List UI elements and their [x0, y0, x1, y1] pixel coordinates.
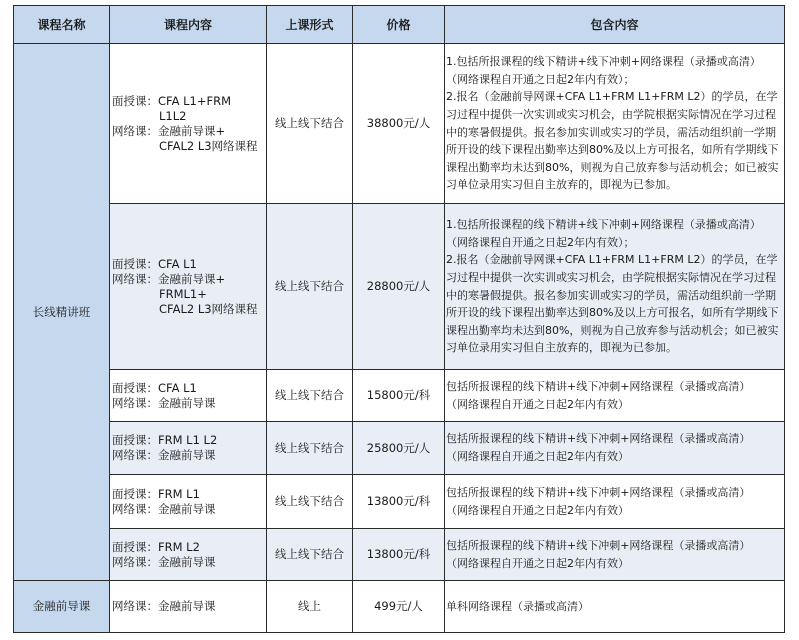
table-row	[14, 529, 785, 581]
class-mode-cell: 线上	[267, 581, 353, 633]
course-content-cell: 面授课：FRM L1 网络课：金融前导课	[110, 475, 267, 529]
includes-cell: 包括所报课程的线下精讲+线下冲刺+网络课程（录播或高清） （网络课程自开通之日起2年内有效）	[445, 475, 785, 529]
price-cell: 499元/人	[353, 581, 445, 633]
course-content-cell: 面授课：CFA L1 网络课：金融前导课	[110, 370, 267, 422]
includes-cell: 1.包括所报课程的线下精讲+线下冲刺+网络课程（录播或高清） （网络课程自开通之日起2年内有效）； 2.报名（金融前导网课+CFA L1+FRM L1+FRM L2）的学员，在学 习过程中提供一次实训或实习机会，由学院根据实际情况在学习过程 中的寒暑假提供。报名参加实训或实习的学员，需活动组织前一学期 所开设的线下课程出勤率达到80%及以上方可报名，如所有学期线下 课程出勤率均未达到80%，则视为自己放弃参与活动机会；如已被实 习单位录用实习但自主放弃的，即视为已参加。	[445, 204, 785, 370]
header-row	[14, 6, 785, 44]
group-name-intro-course: 金融前导课	[14, 581, 110, 633]
includes-cell: 包括所报课程的线下精讲+线下冲刺+网络课程（录播或高清） （网络课程自开通之日起2年内有效）	[445, 422, 785, 475]
table-row	[14, 475, 785, 529]
class-mode-cell: 线上线下结合	[267, 370, 353, 422]
includes-cell: 1.包括所报课程的线下精讲+线下冲刺+网络课程（录播或高清） （网络课程自开通之日起2年内有效）； 2.报名（金融前导网课+CFA L1+FRM L1+FRM L2）的学员，在学 习过程中提供一次实训或实习机会，由学院根据实际情况在学习过程 中的寒暑假提供。报名参加实训或实习的学员，需活动组织前一学期 所开设的线下课程出勤率达到80%及以上方可报名，如所有学期线下 课程出勤率均未达到80%，则视为自己放弃参与活动机会；如已被实 习单位录用实习但自主放弃的，即视为已参加。	[445, 44, 785, 204]
course-content-cell: 面授课：CFA L1 网络课：金融前导课+ FRML1+ CFAL2 L3网络课程	[110, 204, 267, 370]
header-course-content: 课程内容	[110, 6, 267, 44]
includes-cell: 包括所报课程的线下精讲+线下冲刺+网络课程（录播或高清） （网络课程自开通之日起2年内有效）	[445, 529, 785, 581]
class-mode-cell: 线上线下结合	[267, 44, 353, 204]
course-content-cell: 面授课：FRM L1 L2 网络课：金融前导课	[110, 422, 267, 475]
table-row	[14, 44, 785, 204]
price-cell: 38800元/人	[353, 44, 445, 204]
course-price-table	[13, 5, 785, 633]
class-mode-cell: 线上线下结合	[267, 475, 353, 529]
class-mode-cell: 线上线下结合	[267, 204, 353, 370]
includes-cell: 单科网络课程（录播或高清）	[445, 581, 785, 633]
price-cell: 13800元/科	[353, 475, 445, 529]
header-price: 价格	[353, 6, 445, 44]
table-row	[14, 422, 785, 475]
table-row	[14, 204, 785, 370]
course-content-cell: 面授课：CFA L1+FRM L1L2 网络课：金融前导课+ CFAL2 L3网络课程	[110, 44, 267, 204]
price-cell: 15800元/科	[353, 370, 445, 422]
header-includes: 包含内容	[445, 6, 785, 44]
price-cell: 28800元/人	[353, 204, 445, 370]
header-class-mode: 上课形式	[267, 6, 353, 44]
course-table-wrapper	[13, 5, 784, 633]
includes-cell: 包括所报课程的线下精讲+线下冲刺+网络课程（录播或高清） （网络课程自开通之日起2年内有效）	[445, 370, 785, 422]
price-cell: 13800元/科	[353, 529, 445, 581]
price-cell: 25800元/人	[353, 422, 445, 475]
table-row	[14, 370, 785, 422]
course-content-cell: 面授课：FRM L2 网络课：金融前导课	[110, 529, 267, 581]
group-name-long-course: 长线精讲班	[14, 44, 110, 581]
header-course-name: 课程名称	[14, 6, 110, 44]
class-mode-cell: 线上线下结合	[267, 529, 353, 581]
course-content-cell: 网络课：金融前导课	[110, 581, 267, 633]
class-mode-cell: 线上线下结合	[267, 422, 353, 475]
table-row	[14, 581, 785, 633]
